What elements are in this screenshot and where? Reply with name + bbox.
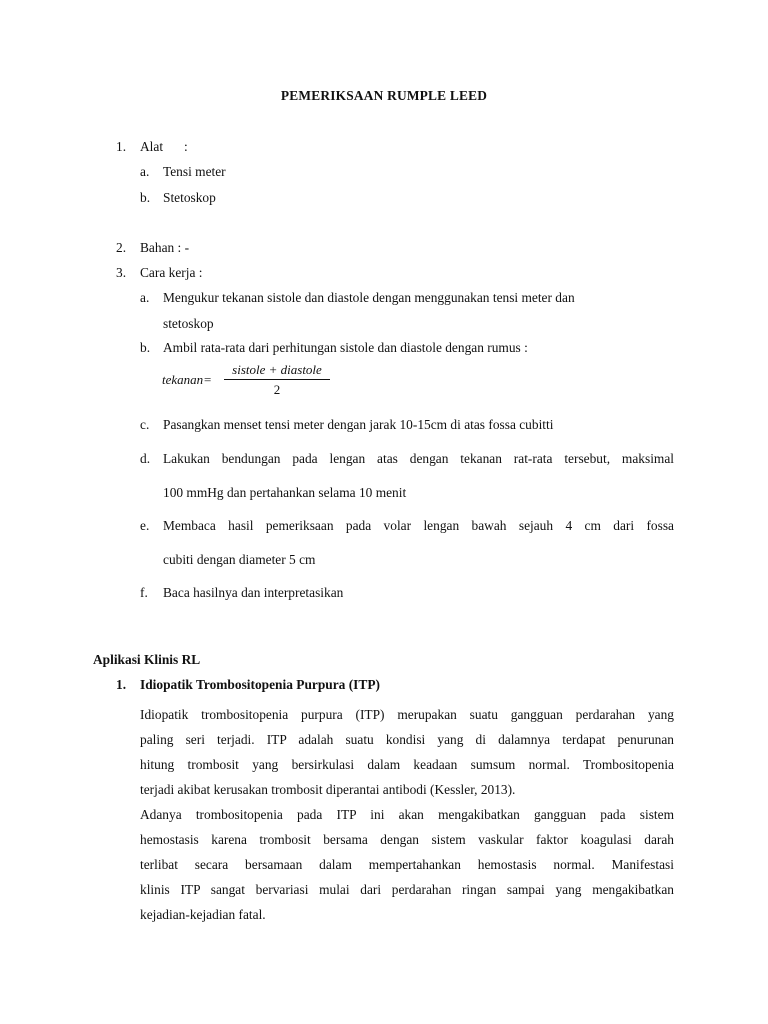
list-number: 1.: [116, 139, 127, 154]
subsection-title: Idiopatik Trombositopenia Purpura (ITP): [140, 677, 380, 692]
colon: :: [184, 139, 188, 154]
text-line: hemostasis karena trombosit bersama dengan sistem vaskular faktor koagulasi darah: [140, 832, 674, 847]
list-letter: b.: [140, 340, 151, 355]
list-letter: e.: [140, 518, 150, 533]
text-line: hitung trombosit yang bersirkulasi dalam keadaan sumsum normal. Trombositopenia: [140, 757, 674, 772]
formula-denominator: 2: [273, 382, 281, 397]
step-e-text: [163, 518, 674, 568]
text-line: paling seri terjadi. ITP adalah suatu kondisi yang di dalamnya terdapat penurunan: [140, 732, 674, 747]
text-line: Membaca hasil pemeriksaan pada volar lengan bawah sejauh 4 cm dari fossa: [163, 518, 674, 533]
text-line: terjadi akibat kerusakan trombosit diperantai antibodi (Kessler, 2013).: [140, 782, 516, 797]
list-number: 2.: [116, 240, 127, 255]
text-line: Idiopatik trombositopenia purpura (ITP) merupakan suatu gangguan perdarahan yang: [140, 707, 674, 722]
text-line: Lakukan bendungan pada lengan atas dengan tekanan rat-rata tersebut, maksimal: [163, 451, 674, 466]
formula-numerator: sistole + diastole: [224, 362, 330, 380]
page-title: PEMERIKSAAN RUMPLE LEED: [280, 88, 488, 103]
section-cara-kerja: Cara kerja :: [140, 265, 203, 280]
list-item: Stetoskop: [163, 190, 216, 205]
section-bahan: Bahan : -: [140, 240, 190, 255]
list-letter: b.: [140, 190, 151, 205]
list-letter: c.: [140, 417, 150, 432]
list-letter: a.: [140, 164, 150, 179]
text-line: Adanya trombositopenia pada ITP ini akan mengakibatkan gangguan pada sistem: [140, 807, 674, 822]
list-number: 1.: [116, 677, 127, 692]
formula-fraction: [224, 362, 330, 398]
list-item: Tensi meter: [163, 164, 226, 179]
step-d-text: [163, 451, 674, 501]
step-b-text: Ambil rata-rata dari perhitungan sistole dan diastole dengan rumus :: [163, 340, 528, 355]
list-letter: a.: [140, 290, 150, 305]
section-heading: Aplikasi Klinis RL: [93, 652, 201, 667]
step-c-text: Pasangkan menset tensi meter dengan jarak 10-15cm di atas fossa cubitti: [163, 417, 554, 432]
step-a-line2: stetoskop: [163, 316, 214, 331]
list-number: 3.: [116, 265, 127, 280]
text-line: cubiti dengan diameter 5 cm: [163, 552, 316, 567]
paragraph-1: [140, 702, 674, 927]
text-line: 100 mmHg dan pertahankan selama 10 menit: [163, 485, 407, 500]
text-line: terlibat secara bersamaan dalam mempertahankan hemostasis normal. Manifestasi: [140, 857, 674, 872]
formula-lhs: tekanan=: [162, 372, 212, 387]
list-letter: d.: [140, 451, 151, 466]
text-line: kejadian-kejadian fatal.: [140, 907, 266, 922]
step-f-text: Baca hasilnya dan interpretasikan: [163, 585, 344, 600]
section-label-alat: Alat: [140, 139, 164, 154]
list-letter: f.: [140, 585, 148, 600]
text-line: klinis ITP sangat bervariasi mulai dari perdarahan ringan sampai yang mengakibatkan: [140, 882, 674, 897]
step-a-line1: Mengukur tekanan sistole dan diastole dengan menggunakan tensi meter dan: [163, 290, 575, 305]
